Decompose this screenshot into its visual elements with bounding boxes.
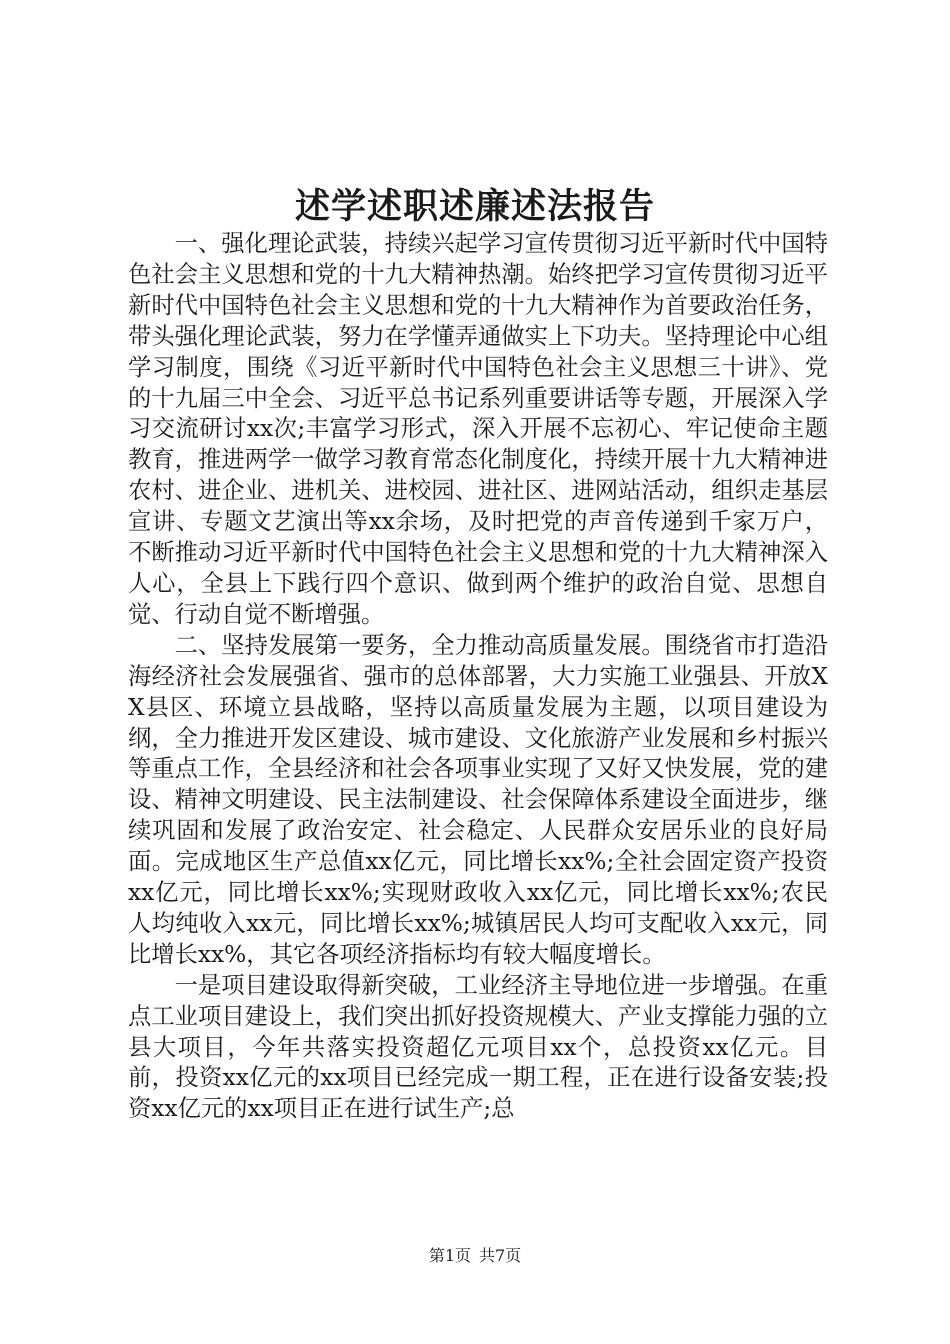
- paragraph: 二、坚持发展第一要务，全力推动高质量发展。围绕省市打造沿海经济社会发展强省、强市的总体部署，大力实施工业强县、开放XX县区、环境立县战略，坚持以高质量发展为主题，以项目建设为纲，全力推进开发区建设、城市建设、文化旅游产业发展和乡村振兴等重点工作，全县经济和社会各项事业实现了又好又快发展，党的建设、精神文明建设、民主法制建设、社会保障体系建设全面进步，继续巩固和发展了政治安定、社会稳定、人民群众安居乐业的良好局面。完成地区生产总值xx亿元，同比增长xx%;全社会固定资产投资xx亿元，同比增长xx%;实现财政收入xx亿元，同比增长xx%;农民人均纯收入xx元，同比增长xx%;城镇居民人均可支配收入xx元，同比增长xx%，其它各项经济指标均有较大幅度增长。: [128, 631, 828, 968]
- page-footer: [0, 1244, 950, 1268]
- page-total: 共7页: [479, 1246, 522, 1265]
- document-title: 述学述职述廉述法报告: [294, 186, 655, 227]
- document-body: [128, 229, 828, 1125]
- page-number: 第1页: [428, 1246, 471, 1265]
- paragraph: 一、强化理论武装，持续兴起学习宣传贯彻习近平新时代中国特色社会主义思想和党的十九大精神热潮。始终把学习宣传贯彻习近平新时代中国特色社会主义思想和党的十九大精神作为首要政治任务，带头强化理论武装，努力在学懂弄通做实上下功夫。坚持理论中心组学习制度，围绕《习近平新时代中国特色社会主义思想三十讲》、党的十九届三中全会、习近平总书记系列重要讲话等专题，开展深入学习交流研讨xx次;丰富学习形式，深入开展不忘初心、牢记使命主题教育，推进两学一做学习教育常态化制度化，持续开展十九大精神进农村、进企业、进机关、进校园、进社区、进网站活动，组织走基层宣讲、专题文艺演出等xx余场，及时把党的声音传递到千家万户，不断推动习近平新时代中国特色社会主义思想和党的十九大精神深入人心，全县上下践行四个意识、做到两个维护的政治自觉、思想自觉、行动自觉不断增强。: [128, 230, 828, 628]
- paragraph: 一是项目建设取得新突破，工业经济主导地位进一步增强。在重点工业项目建设上，我们突出抓好投资规模大、产业支撑能力强的立县大项目，今年共落实投资超亿元项目xx个，总投资xx亿元。目前，投资xx亿元的xx项目已经完成一期工程，正在进行设备安装;投资xx亿元的xx项目正在进行试生产;总: [128, 971, 828, 1123]
